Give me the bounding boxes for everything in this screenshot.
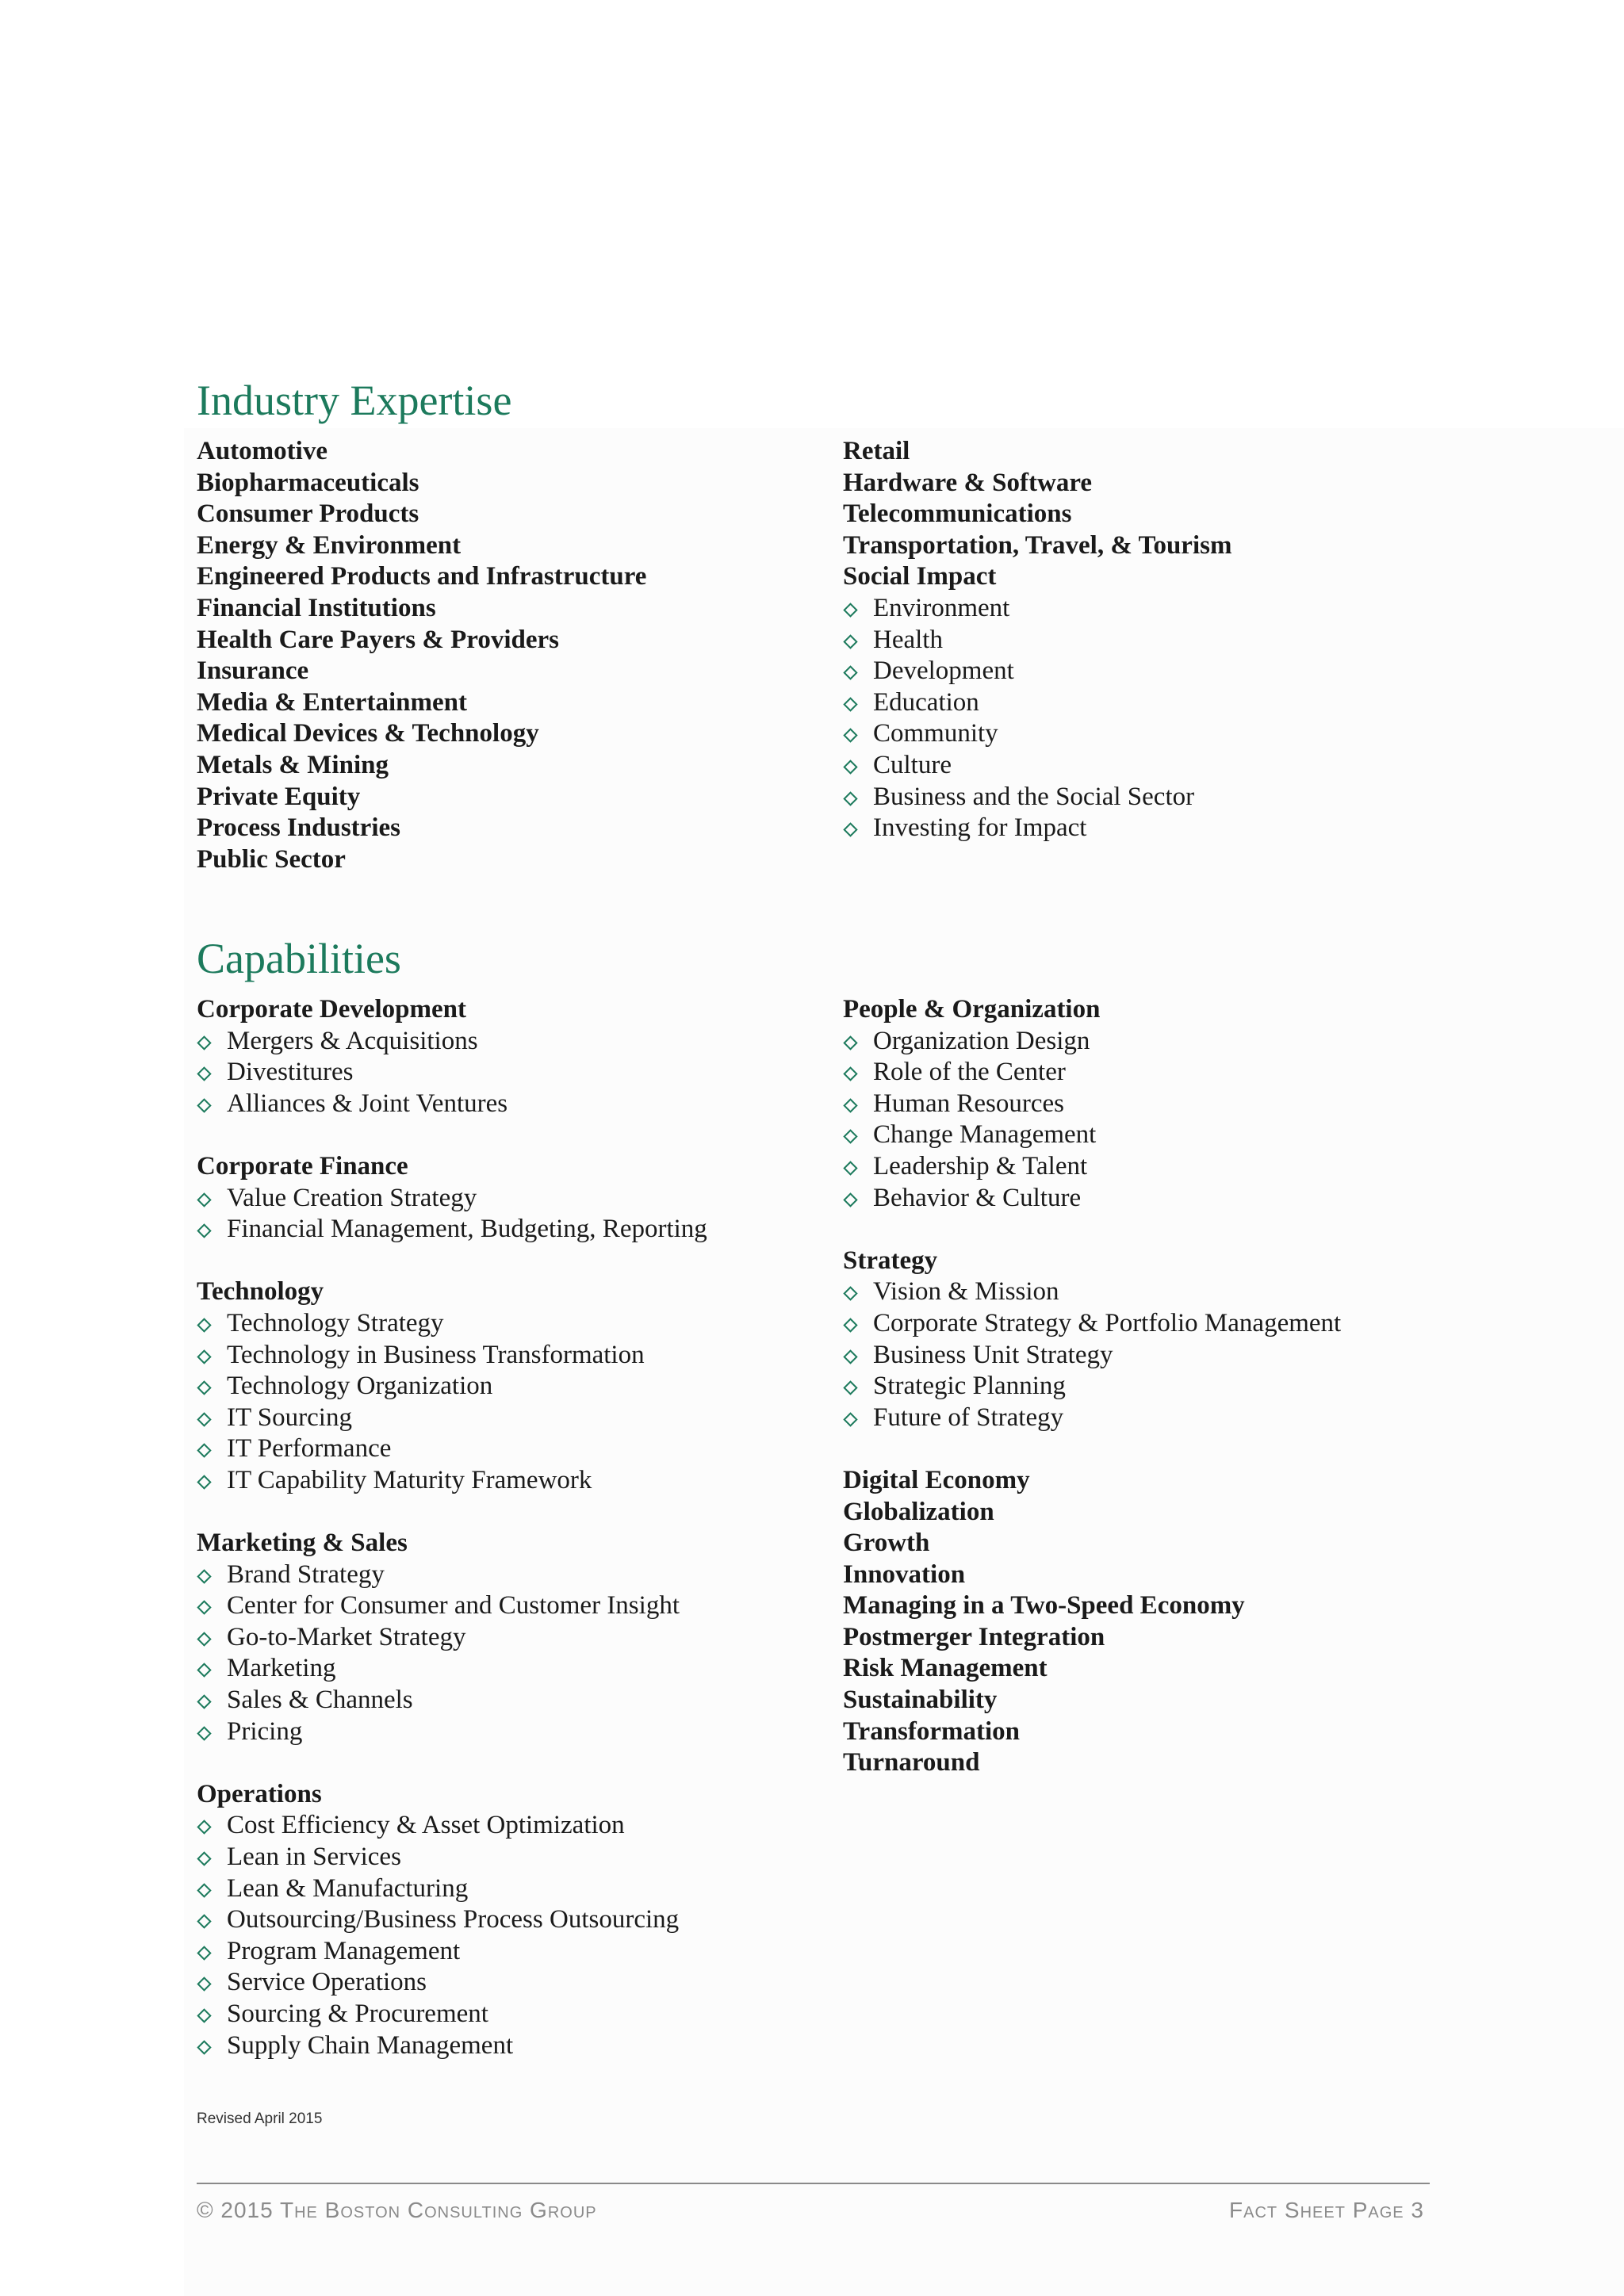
diamond-bullet-icon bbox=[843, 760, 857, 774]
industry-right-column bbox=[843, 436, 1461, 844]
list-item-text: Health bbox=[873, 625, 943, 654]
capability-item bbox=[843, 1402, 1461, 1434]
diamond-bullet-icon bbox=[197, 1444, 211, 1458]
capability-topic: Postmerger Integration bbox=[843, 1622, 1105, 1651]
list-item-text: IT Sourcing bbox=[227, 1402, 352, 1432]
social-impact-item bbox=[843, 656, 1461, 687]
capability-item bbox=[197, 1842, 815, 1873]
industry-item: Consumer Products bbox=[197, 499, 419, 529]
diamond-bullet-icon bbox=[197, 1632, 211, 1646]
capability-topic: Sustainability bbox=[843, 1686, 998, 1715]
list-item-text: Human Resources bbox=[873, 1089, 1065, 1118]
list-item-text: Role of the Center bbox=[873, 1058, 1066, 1087]
industry-item: Metals & Mining bbox=[197, 750, 389, 779]
industry-item: Transportation, Travel, & Tourism bbox=[843, 530, 1232, 560]
diamond-bullet-icon bbox=[843, 1412, 857, 1426]
capability-group bbox=[197, 1151, 815, 1246]
diamond-bullet-icon bbox=[197, 1380, 211, 1395]
diamond-bullet-icon bbox=[197, 1726, 211, 1740]
capability-item bbox=[843, 1026, 1461, 1058]
capability-item bbox=[843, 1340, 1461, 1372]
capability-topic: Risk Management bbox=[843, 1654, 1048, 1683]
diamond-bullet-icon bbox=[197, 1098, 211, 1112]
capabilities-title: Capabilities bbox=[197, 935, 401, 982]
list-item-text: Business and the Social Sector bbox=[873, 782, 1195, 811]
capability-item bbox=[197, 1183, 815, 1215]
capability-group bbox=[197, 994, 815, 1119]
diamond-bullet-icon bbox=[197, 1663, 211, 1678]
industry-item: Process Industries bbox=[197, 813, 400, 843]
industry-left-column bbox=[197, 436, 815, 875]
capability-item bbox=[197, 1653, 815, 1685]
diamond-bullet-icon bbox=[197, 1601, 211, 1615]
diamond-bullet-icon bbox=[843, 1066, 857, 1081]
list-item-text: Investing for Impact bbox=[873, 813, 1087, 843]
list-item-text: Change Management bbox=[873, 1120, 1097, 1150]
capability-heading: Corporate Development bbox=[197, 995, 466, 1024]
list-item-text: Culture bbox=[873, 750, 952, 779]
industry-item: Energy & Environment bbox=[197, 530, 462, 560]
social-impact-item bbox=[843, 593, 1461, 625]
list-item-text: Environment bbox=[873, 593, 1010, 622]
capability-item bbox=[197, 1936, 815, 1968]
capability-item bbox=[197, 1810, 815, 1842]
diamond-bullet-icon bbox=[843, 1098, 857, 1112]
list-item-text: Corporate Strategy & Portfolio Management bbox=[873, 1308, 1342, 1337]
industry-item: Financial Institutions bbox=[197, 593, 436, 622]
capability-item bbox=[197, 1622, 815, 1654]
industry-item: Social Impact bbox=[843, 562, 997, 591]
capability-heading: Strategy bbox=[843, 1246, 938, 1275]
capability-item bbox=[843, 1183, 1461, 1215]
list-item-text: Sourcing & Procurement bbox=[227, 1999, 488, 2028]
industry-item: Health Care Payers & Providers bbox=[197, 625, 560, 654]
diamond-bullet-icon bbox=[197, 1851, 211, 1866]
footer-copyright: © 2015 The Boston Consulting Group bbox=[197, 2198, 597, 2222]
diamond-bullet-icon bbox=[197, 1475, 211, 1489]
list-item-text: Leadership & Talent bbox=[873, 1151, 1088, 1181]
capability-topic: Transformation bbox=[843, 1716, 1021, 1746]
diamond-bullet-icon bbox=[197, 1223, 211, 1238]
list-item-text: Business Unit Strategy bbox=[873, 1340, 1113, 1369]
diamond-bullet-icon bbox=[197, 2008, 211, 2022]
diamond-bullet-icon bbox=[197, 1349, 211, 1364]
capability-topic: Growth bbox=[843, 1529, 930, 1558]
capability-item bbox=[197, 1089, 815, 1120]
diamond-bullet-icon bbox=[843, 1349, 857, 1364]
industry-item: Automotive bbox=[197, 437, 327, 465]
list-item-text: Strategic Planning bbox=[873, 1372, 1066, 1401]
capability-item bbox=[843, 1276, 1461, 1308]
diamond-bullet-icon bbox=[197, 1915, 211, 1929]
diamond-bullet-icon bbox=[197, 1946, 211, 1960]
capability-item bbox=[197, 1371, 815, 1402]
list-item-text: Technology Organization bbox=[227, 1372, 493, 1401]
capability-item bbox=[197, 1402, 815, 1434]
capabilities-right-column bbox=[843, 994, 1461, 1779]
capability-item bbox=[197, 1308, 815, 1340]
capability-item bbox=[197, 1465, 815, 1497]
diamond-bullet-icon bbox=[843, 1161, 857, 1175]
diamond-bullet-icon bbox=[843, 603, 857, 617]
diamond-bullet-icon bbox=[843, 697, 857, 711]
diamond-bullet-icon bbox=[197, 1412, 211, 1426]
capability-item bbox=[197, 1873, 815, 1905]
diamond-bullet-icon bbox=[843, 791, 857, 806]
industry-expertise-title: Industry Expertise bbox=[197, 377, 512, 424]
diamond-bullet-icon bbox=[197, 2040, 211, 2054]
social-impact-item bbox=[843, 625, 1461, 656]
diamond-bullet-icon bbox=[197, 1694, 211, 1709]
social-impact-item bbox=[843, 687, 1461, 719]
list-item-text: Cost Efficiency & Asset Optimization bbox=[227, 1811, 625, 1840]
capability-item bbox=[197, 1590, 815, 1622]
diamond-bullet-icon bbox=[197, 1820, 211, 1835]
diamond-bullet-icon bbox=[843, 665, 857, 679]
list-item-text: Lean in Services bbox=[227, 1843, 401, 1872]
capability-item bbox=[843, 1089, 1461, 1120]
list-item-text: Development bbox=[873, 656, 1014, 686]
capability-topic: Innovation bbox=[843, 1559, 966, 1589]
list-item-text: Technology Strategy bbox=[227, 1308, 444, 1337]
list-item-text: Financial Management, Budgeting, Reporting bbox=[227, 1215, 707, 1244]
list-item-text: Divestitures bbox=[227, 1058, 354, 1087]
capability-item bbox=[197, 1340, 815, 1372]
capability-group bbox=[843, 1246, 1461, 1434]
capability-item bbox=[197, 1214, 815, 1246]
capability-item bbox=[843, 1057, 1461, 1089]
list-item-text: Lean & Manufacturing bbox=[227, 1873, 469, 1903]
social-impact-item bbox=[843, 750, 1461, 782]
list-item-text: Service Operations bbox=[227, 1968, 427, 1997]
capability-heading: Technology bbox=[197, 1277, 324, 1307]
list-item-text: Go-to-Market Strategy bbox=[227, 1622, 466, 1651]
diamond-bullet-icon bbox=[197, 1318, 211, 1332]
capability-item bbox=[843, 1371, 1461, 1402]
list-item-text: Organization Design bbox=[873, 1026, 1090, 1055]
diamond-bullet-icon bbox=[843, 822, 857, 836]
list-item-text: Mergers & Acquisitions bbox=[227, 1026, 478, 1055]
list-item-text: IT Capability Maturity Framework bbox=[227, 1465, 592, 1494]
industry-item: Retail bbox=[843, 437, 910, 465]
social-impact-item bbox=[843, 718, 1461, 750]
capability-heading: Operations bbox=[197, 1779, 322, 1808]
industry-item: Insurance bbox=[197, 656, 309, 686]
capability-group bbox=[197, 1528, 815, 1747]
footer-page-label: Fact Sheet Page 3 bbox=[1229, 2198, 1424, 2222]
capability-item bbox=[197, 1685, 815, 1716]
industry-item: Telecommunications bbox=[843, 499, 1072, 529]
industry-item: Engineered Products and Infrastructure bbox=[197, 562, 647, 591]
list-item-text: Pricing bbox=[227, 1716, 303, 1746]
capability-group bbox=[197, 1779, 815, 2061]
diamond-bullet-icon bbox=[843, 1192, 857, 1207]
capability-heading: Corporate Finance bbox=[197, 1151, 408, 1181]
industry-item: Media & Entertainment bbox=[197, 687, 467, 717]
footer-divider bbox=[197, 2183, 1430, 2184]
diamond-bullet-icon bbox=[843, 1130, 857, 1144]
list-item-text: Program Management bbox=[227, 1936, 461, 1965]
industry-item: Medical Devices & Technology bbox=[197, 719, 539, 748]
list-item-text: Brand Strategy bbox=[227, 1559, 385, 1589]
capability-topics bbox=[843, 1465, 1461, 1779]
diamond-bullet-icon bbox=[843, 1287, 857, 1301]
diamond-bullet-icon bbox=[843, 1380, 857, 1395]
capability-item bbox=[843, 1308, 1461, 1340]
social-impact-item bbox=[843, 782, 1461, 813]
capability-item bbox=[197, 1559, 815, 1591]
diamond-bullet-icon bbox=[197, 1977, 211, 1992]
capability-topic: Turnaround bbox=[843, 1748, 980, 1777]
capability-item bbox=[197, 1026, 815, 1058]
capability-topic: Digital Economy bbox=[843, 1465, 1030, 1494]
list-item-text: Community bbox=[873, 719, 998, 748]
diamond-bullet-icon bbox=[843, 1035, 857, 1050]
capability-item bbox=[197, 2030, 815, 2062]
list-item-text: Marketing bbox=[227, 1654, 336, 1683]
capability-topic: Managing in a Two-Speed Economy bbox=[843, 1591, 1245, 1621]
capability-item bbox=[843, 1119, 1461, 1151]
list-item-text: Behavior & Culture bbox=[873, 1183, 1082, 1212]
capability-item bbox=[197, 1716, 815, 1748]
diamond-bullet-icon bbox=[197, 1192, 211, 1207]
list-item-text: Outsourcing/Business Process Outsourcing bbox=[227, 1905, 680, 1934]
list-item-text: Alliances & Joint Ventures bbox=[227, 1089, 508, 1118]
list-item-text: Sales & Channels bbox=[227, 1686, 413, 1715]
revised-date: Revised April 2015 bbox=[197, 2110, 323, 2127]
capability-item bbox=[197, 1057, 815, 1089]
diamond-bullet-icon bbox=[197, 1035, 211, 1050]
capability-item bbox=[197, 1433, 815, 1465]
capability-topic: Globalization bbox=[843, 1497, 994, 1526]
list-item-text: Technology in Business Transformation bbox=[227, 1340, 645, 1369]
capability-item bbox=[197, 1967, 815, 1999]
diamond-bullet-icon bbox=[843, 729, 857, 743]
list-item-text: Education bbox=[873, 687, 979, 717]
capability-item bbox=[843, 1151, 1461, 1183]
industry-item: Private Equity bbox=[197, 782, 361, 811]
list-item-text: Center for Consumer and Customer Insight bbox=[227, 1591, 680, 1621]
list-item-text: Future of Strategy bbox=[873, 1402, 1064, 1432]
capabilities-left-column bbox=[197, 994, 815, 2061]
capability-heading: Marketing & Sales bbox=[197, 1529, 408, 1558]
diamond-bullet-icon bbox=[843, 634, 857, 649]
diamond-bullet-icon bbox=[843, 1318, 857, 1332]
industry-item: Public Sector bbox=[197, 844, 346, 874]
capability-group bbox=[197, 1276, 815, 1496]
diamond-bullet-icon bbox=[197, 1066, 211, 1081]
industry-item: Hardware & Software bbox=[843, 468, 1093, 497]
list-item-text: IT Performance bbox=[227, 1434, 392, 1464]
list-item-text: Vision & Mission bbox=[873, 1277, 1059, 1307]
diamond-bullet-icon bbox=[197, 1569, 211, 1583]
industry-item: Biopharmaceuticals bbox=[197, 468, 419, 497]
capability-item bbox=[197, 1999, 815, 2030]
capability-group bbox=[843, 994, 1461, 1214]
list-item-text: Supply Chain Management bbox=[227, 2030, 514, 2060]
capability-item bbox=[197, 1904, 815, 1936]
list-item-text: Value Creation Strategy bbox=[227, 1183, 477, 1212]
social-impact-item bbox=[843, 813, 1461, 844]
capability-heading: People & Organization bbox=[843, 995, 1101, 1024]
diamond-bullet-icon bbox=[197, 1883, 211, 1897]
